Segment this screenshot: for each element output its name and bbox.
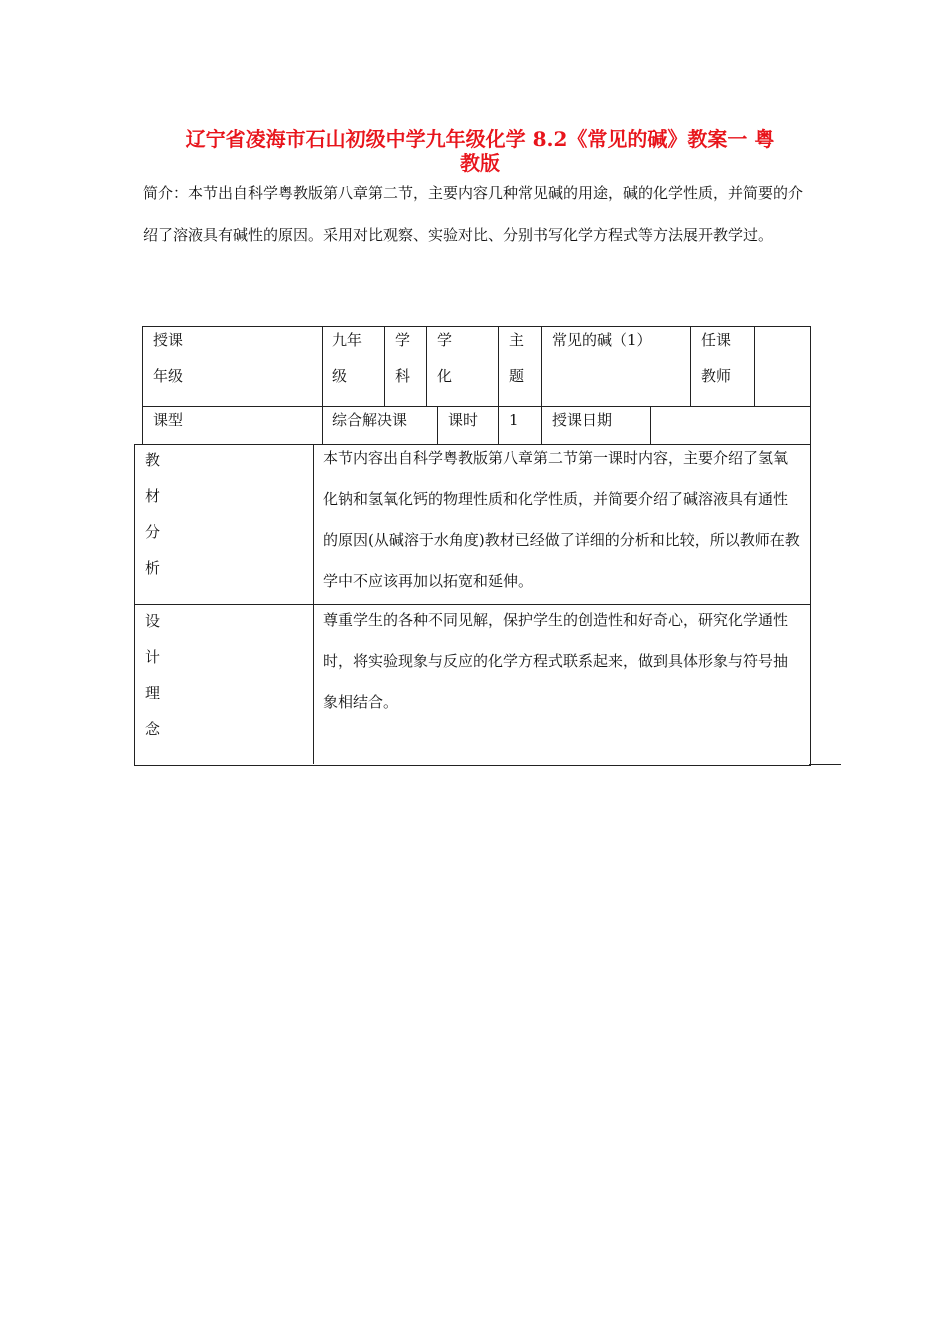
document-title-line-2: 教版 [460, 151, 500, 175]
document-title-line-1: 辽宁省凌海市石山初级中学九年级化学 8.2《常见的碱》教案一 粤 [185, 127, 775, 151]
col-divider [690, 326, 691, 406]
intro-label: 简介： [143, 184, 189, 202]
col-divider [541, 326, 542, 406]
col-divider [498, 326, 499, 406]
col-divider [384, 326, 385, 406]
textbook-analysis-label: 教 材 分 析 [145, 451, 161, 577]
lesson-type-label: 课型 [153, 411, 184, 429]
topic-value: 常见的碱（1） [552, 331, 652, 349]
topic-label: 主 题 [509, 331, 525, 385]
class-hours-label: 课时 [448, 411, 479, 429]
intro-paragraph [143, 172, 813, 256]
design-concept-content: 尊重学生的各种不同见解，保护学生的创造性和好奇心，研究化学通性时，将实验现象与反应的化学方程式联系起来，做到具体形象与符号抽象相结合。 [323, 611, 789, 711]
lesson-date-label: 授课日期 [552, 411, 613, 429]
col-divider [754, 326, 755, 406]
grade-value: 九年 级 [332, 331, 363, 385]
col-divider [322, 326, 323, 406]
intro-text: 本节出自科学粤教版第八章第二节，主要内容几种常见碱的用途，碱的化学性质，并简要的介绍了溶液具有碱性的原因。采用对比观察、实验对比、分别书写化学方程式等方法展开教学过。 [143, 184, 804, 244]
teacher-label: 任课 教师 [701, 331, 732, 385]
subject-value: 学 化 [437, 331, 453, 385]
textbook-analysis-content: 本节内容出自科学粤教版第八章第二节第一课时内容，主要介绍了氢氧化钠和氢氧化钙的物理性质和化学性质，并简要介绍了碱溶液具有通性的原因(从碱溶于水角度)教材已经做了详细的分析和比较，所以教师在教学中不应该再加以拓宽和延伸。 [323, 449, 800, 590]
design-concept-label: 设 计 理 念 [145, 612, 161, 738]
subject-label: 学 科 [395, 331, 411, 385]
grade-label: 授课 年级 [153, 331, 184, 385]
class-hours-value: 1 [509, 411, 519, 429]
col-divider [426, 326, 427, 406]
lesson-type-value: 综合解决课 [332, 411, 408, 429]
table-bottom-tail [809, 764, 841, 765]
